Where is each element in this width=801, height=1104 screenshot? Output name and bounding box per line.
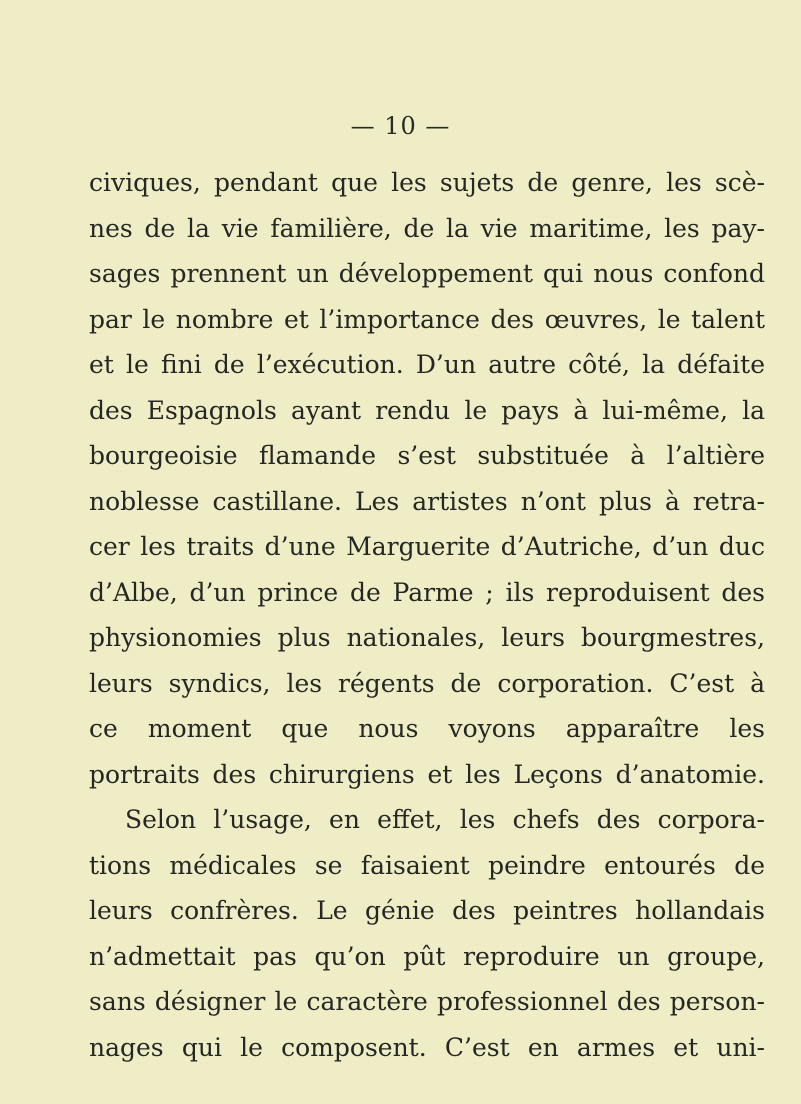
text-line: d’Albe, d’un prince de Parme ; ils reproduisent des	[89, 577, 765, 607]
text-line: physionomies plus nationales, leurs bourgmestres,	[89, 623, 765, 652]
text-line: noblesse castillane. Les artistes n’ont plus à retra-	[89, 486, 765, 516]
text-line: tions médicales se faisaient peindre entourés de	[89, 850, 765, 880]
page-number: — 10 —	[350, 112, 451, 140]
text-line: leurs confrères. Le génie des peintres hollandais	[89, 896, 765, 925]
text-line: sans désigner le caractère professionnel des person-	[89, 987, 765, 1016]
text-line: Selon l’usage, en effet, les chefs des corpora-	[125, 805, 765, 834]
text-line: nages qui le composent. C’est en armes et uni-	[89, 1032, 765, 1062]
text-line: cer les traits d’une Marguerite d’Autriche, d’un duc	[89, 532, 765, 561]
text-line: ce moment que nous voyons apparaître les	[89, 714, 765, 743]
text-line: leurs syndics, les régents de corporation. C’est à	[89, 668, 765, 698]
text-line: civiques, pendant que les sujets de genre, les scè-	[89, 168, 765, 197]
body-text	[89, 160, 765, 1070]
text-line: par le nombre et l’importance des œuvres, le talent	[89, 304, 765, 334]
text-line: et le fini de l’exécution. D’un autre côté, la défaite	[89, 350, 765, 379]
text-line: bourgeoisie flamande s’est substituée à l’altière	[89, 441, 765, 470]
text-line: nes de la vie familière, de la vie maritime, les pay-	[89, 213, 765, 243]
text-line: sages prennent un développement qui nous confond	[89, 259, 765, 288]
text-line: des Espagnols ayant rendu le pays à lui-même, la	[89, 395, 765, 425]
text-line: n’admettait pas qu’on pût reproduire un groupe,	[89, 941, 765, 971]
text-line: portraits des chirurgiens et les Leçons d’anatomie.	[89, 759, 765, 789]
